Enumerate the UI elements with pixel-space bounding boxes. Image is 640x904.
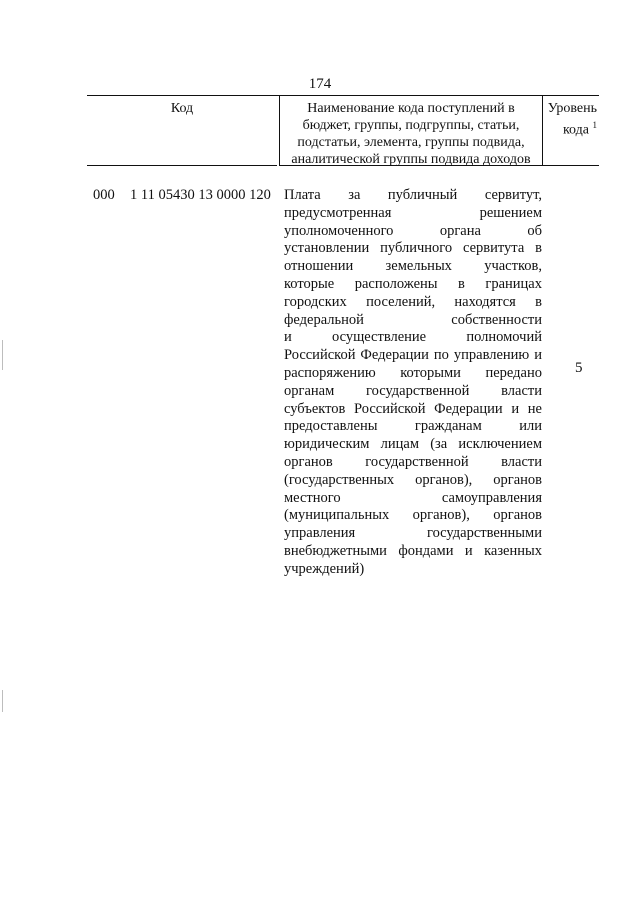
description-line: городских поселений, находятся в (284, 293, 542, 310)
description-line: отношении земельных участков, (284, 258, 542, 275)
description-line: органам государственной власти (284, 382, 542, 399)
description-line-last: учреждений) (284, 560, 365, 577)
header-name (279, 96, 543, 166)
description-line: Плата за публичный сервитут, (284, 187, 542, 203)
description-line: уполномоченного органа об (284, 222, 542, 239)
row-code: 1 11 05430 13 0000 120 (130, 187, 271, 203)
row-description (284, 187, 542, 579)
header-level-line1: Уровень (547, 101, 597, 116)
description-line: Российской Федерации по управлению и (284, 347, 542, 364)
scan-edge-mark (2, 690, 3, 712)
description-line: которые расположены в границах (284, 275, 542, 292)
header-name-line: бюджет, группы, подгруппы, статьи, (302, 118, 520, 133)
description-line: субъектов Российской Федерации и не (284, 400, 542, 417)
description-line: распоряжению которыми передано (284, 364, 542, 381)
description-line: внебюджетными фондами и казенных (284, 542, 542, 559)
scan-edge-mark (2, 340, 3, 370)
description-line: (муниципальных органов), органов (284, 507, 542, 524)
row-level: 5 (575, 360, 583, 376)
footnote-marker: 1 (592, 120, 597, 130)
header-name-line: подстатьи, элемента, группы подвида, (297, 135, 525, 150)
description-line: установлении публичного сервитута в (284, 240, 542, 257)
description-line: федеральной собственности (284, 311, 542, 328)
description-line: предусмотренная решением (284, 204, 542, 221)
description-line: предоставлены гражданам или (284, 418, 542, 435)
description-line: органов государственной власти (284, 453, 542, 470)
description-line: юридическим лицам (за исключением (284, 436, 542, 453)
page-number: 174 (308, 76, 332, 92)
header-level-line2 (543, 117, 597, 139)
header-name-line: Наименование кода поступлений в (307, 101, 515, 116)
header-name-line: аналитической группы подвида доходов (291, 152, 531, 167)
row-prefix: 000 (93, 187, 115, 203)
header-level-text: кода (562, 122, 589, 138)
header-level (543, 96, 599, 166)
description-line: местного самоуправления (284, 489, 542, 506)
header-code: Код (87, 96, 277, 166)
description-line: и осуществление полномочий (284, 329, 542, 346)
description-line: управления государственными (284, 525, 542, 542)
description-line: (государственных органов), органов (284, 471, 542, 488)
